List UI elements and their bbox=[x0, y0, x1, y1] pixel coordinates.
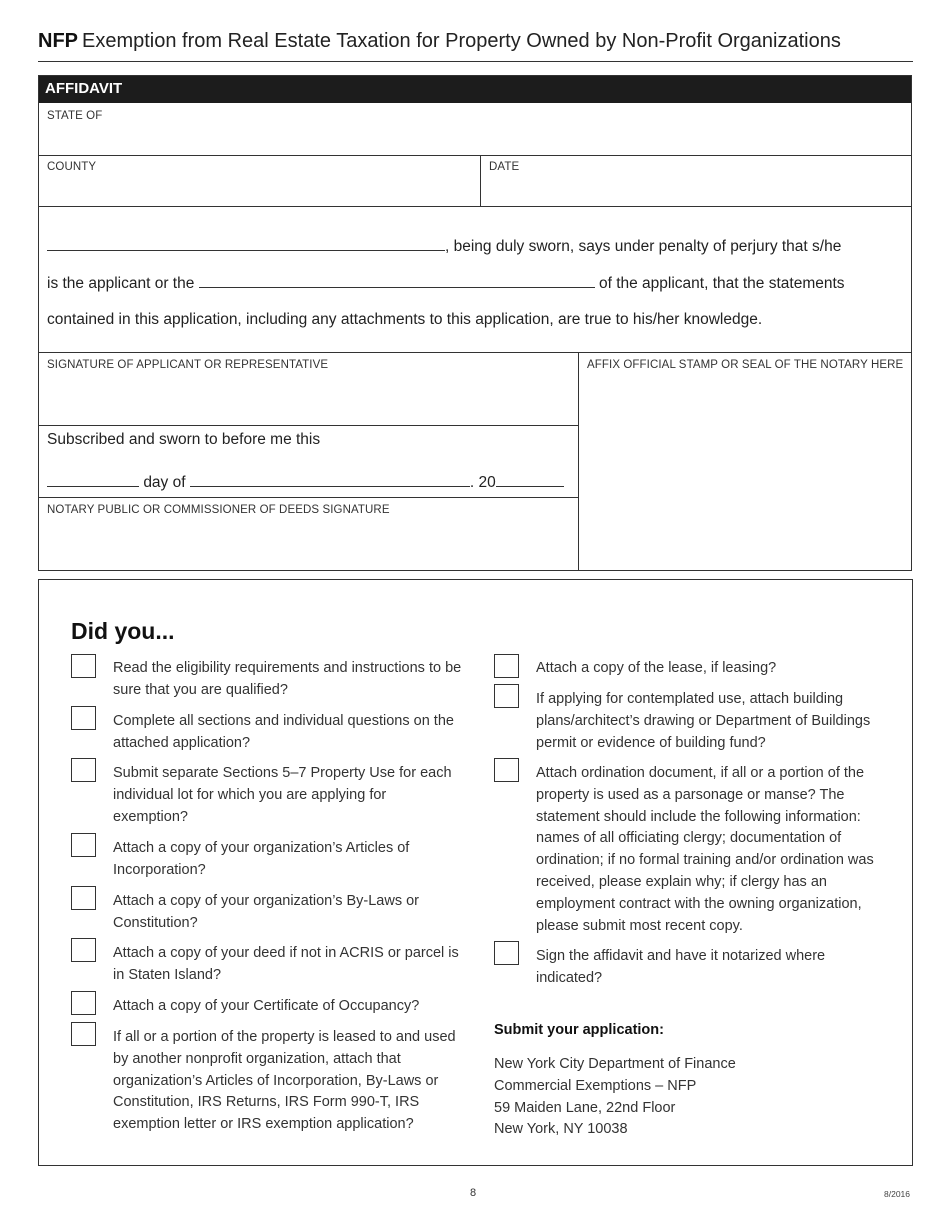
oath-line-3: contained in this application, including any attachments to this application, are true to his/her knowledge. bbox=[47, 311, 763, 328]
oath-line-2 bbox=[47, 274, 845, 293]
affiant-name-blank[interactable] bbox=[47, 237, 445, 251]
address-line: Commercial Exemptions – NFP bbox=[494, 1077, 697, 1094]
affidavit-section bbox=[38, 75, 912, 571]
page-title: Exemption from Real Estate Taxation for Property Owned by Non-Profit Organizations bbox=[82, 30, 841, 52]
checklist-item: Attach a copy of your organization’s By-Laws or Constitution? bbox=[113, 893, 420, 931]
day-of-line bbox=[47, 473, 564, 492]
checkbox[interactable] bbox=[71, 886, 96, 910]
affidavit-heading: AFFIDAVIT bbox=[39, 76, 911, 103]
subscribed-text: Subscribed and sworn to before me this bbox=[47, 431, 321, 448]
address-line: New York City Department of Finance bbox=[494, 1056, 736, 1072]
page-number: 8 bbox=[470, 1187, 477, 1199]
checklist-heading: Did you... bbox=[71, 618, 175, 644]
checklist-item: Submit separate Sections 5–7 Property Use for each individual lot for which you are applying for exemption? bbox=[113, 765, 452, 825]
checkbox[interactable] bbox=[71, 758, 96, 782]
checkbox[interactable] bbox=[71, 938, 96, 962]
checkbox[interactable] bbox=[494, 941, 519, 965]
notary-stamp-label: AFFIX OFFICIAL STAMP OR SEAL OF THE NOTARY HERE bbox=[587, 359, 904, 371]
oath-line-1 bbox=[47, 237, 841, 256]
checklist-item: Attach a copy of your deed if not in ACRIS or parcel is in Staten Island? bbox=[113, 945, 459, 983]
divider bbox=[578, 352, 579, 570]
page-header bbox=[38, 30, 913, 62]
month-blank[interactable] bbox=[190, 473, 470, 487]
checkbox[interactable] bbox=[71, 706, 96, 730]
checklist-item: Attach a copy of your Certificate of Occupancy? bbox=[113, 998, 420, 1014]
checkbox[interactable] bbox=[494, 654, 519, 678]
divider bbox=[39, 497, 578, 498]
day-blank[interactable] bbox=[47, 473, 139, 487]
checkbox[interactable] bbox=[71, 1022, 96, 1046]
divider bbox=[39, 206, 911, 207]
oath-text: is the applicant or the bbox=[47, 275, 195, 292]
checkbox[interactable] bbox=[494, 684, 519, 708]
checklist-section bbox=[38, 579, 913, 1166]
checklist-item: Attach ordination document, if all or a portion of the property is used as a parsonage or manse? The statement should include the following information: names of all officiating clergy; documentation of ordination; if no formal training and/or ordination was received, please explain why; if clergy has an employment contract with the owning organization, please submit most recent copy. bbox=[536, 765, 874, 934]
submit-heading: Submit your application: bbox=[494, 1022, 664, 1038]
divider bbox=[39, 155, 911, 156]
year-blank[interactable] bbox=[496, 473, 564, 487]
address-line: New York, NY 10038 bbox=[494, 1121, 628, 1138]
oath-text: , being duly sworn, says under penalty of perjury that s/he bbox=[445, 238, 842, 255]
day-of-text: day of bbox=[143, 474, 186, 491]
checkbox[interactable] bbox=[71, 833, 96, 857]
checkbox[interactable] bbox=[71, 991, 96, 1015]
capacity-blank[interactable] bbox=[199, 274, 595, 288]
year-prefix: . 20 bbox=[469, 474, 496, 491]
checklist-item: If all or a portion of the property is leased to and used by another nonprofit organization, attach that organization’s Articles of Incorporation, By-Laws or Constitution, IRS Returns, IRS Form 990-T, IRS exemption letter or IRS exemption application? bbox=[113, 1029, 456, 1133]
checkbox[interactable] bbox=[71, 654, 96, 678]
date-field-label: DATE bbox=[489, 161, 520, 173]
signature-field-label: SIGNATURE OF APPLICANT OR REPRESENTATIVE bbox=[47, 359, 329, 371]
revision-date: 8/2016 bbox=[884, 1189, 910, 1199]
checklist-item: Attach a copy of the lease, if leasing? bbox=[536, 660, 777, 676]
county-field-label: COUNTY bbox=[47, 161, 97, 173]
mailing-address bbox=[494, 1054, 736, 1141]
checklist-item: Read the eligibility requirements and instructions to be sure that you are qualified? bbox=[113, 660, 462, 698]
oath-text: of the applicant, that the statements bbox=[598, 275, 845, 292]
checkbox[interactable] bbox=[494, 758, 519, 782]
address-line: 59 Maiden Lane, 22nd Floor bbox=[494, 1099, 676, 1116]
checklist-item: If applying for contemplated use, attach building plans/architect’s drawing or Department of Buildings permit or evidence of building fund? bbox=[536, 691, 871, 751]
divider bbox=[480, 155, 481, 206]
checklist-item: Complete all sections and individual questions on the attached application? bbox=[113, 713, 454, 751]
state-field-label: STATE OF bbox=[47, 110, 103, 122]
checklist-item: Attach a copy of your organization’s Articles of Incorporation? bbox=[113, 840, 410, 878]
divider bbox=[39, 352, 911, 353]
form-code: NFP bbox=[38, 30, 78, 52]
checklist-item: Sign the affidavit and have it notarized where indicated? bbox=[536, 948, 826, 986]
notary-signature-label: NOTARY PUBLIC OR COMMISSIONER OF DEEDS SIGNATURE bbox=[47, 504, 390, 516]
divider bbox=[39, 425, 578, 426]
